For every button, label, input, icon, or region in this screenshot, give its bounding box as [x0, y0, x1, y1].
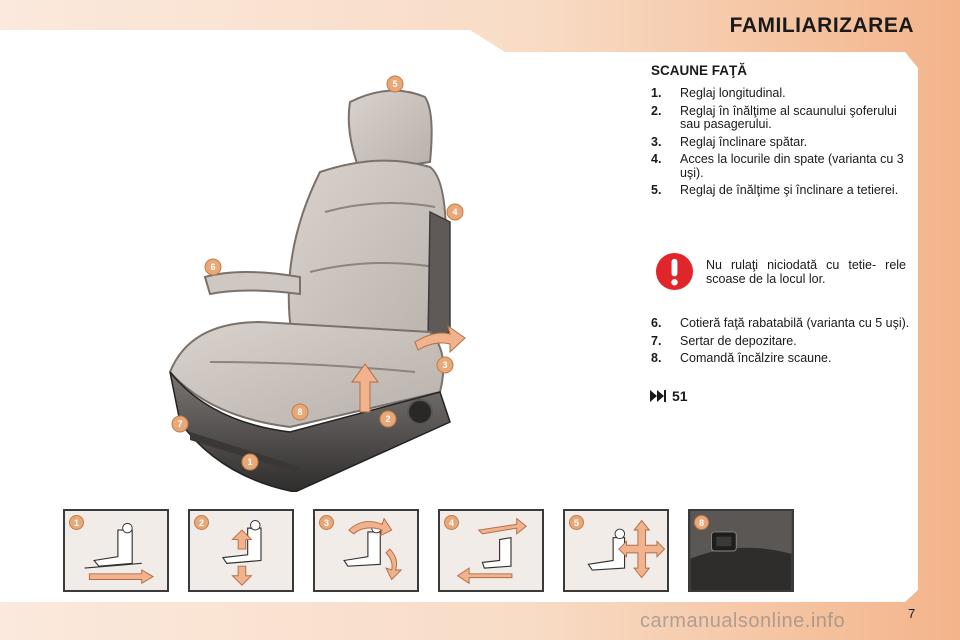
thumbnail-5: 5 [563, 509, 669, 592]
list-item: 6. Cotieră faţă rabatabilă (varianta cu 5 uşi). [651, 316, 910, 330]
armrest [205, 272, 300, 294]
list-item: 7. Sertar de depozitare. [651, 333, 797, 348]
list-item: 1. Reglaj longitudinal. [651, 86, 786, 100]
callout-6 [205, 259, 221, 275]
exclamation-icon [655, 252, 694, 291]
callout-2 [380, 411, 396, 427]
list-item: 3. Reglaj înclinare spătar. [651, 134, 808, 149]
warning-text: Nu rulaţi niciodată cu tetie- rele scoase de la locul lor. [706, 258, 906, 286]
thumbnail-strip [63, 509, 799, 592]
svg-text:5: 5 [392, 79, 398, 89]
reference-page: 51 [672, 388, 688, 404]
thumbnail-4: 4 [438, 509, 544, 592]
callout-3 [437, 357, 453, 373]
warning-box [655, 252, 910, 292]
callout-8 [292, 404, 308, 420]
svg-text:8: 8 [297, 407, 303, 417]
callout-7 [172, 416, 188, 432]
svg-text:7: 7 [177, 419, 183, 429]
list-item: 4. Acces la locurile din spate (varianta cu 3 uşi). [651, 152, 904, 180]
thumbnail-2: 2 [188, 509, 294, 592]
seat-illustration [150, 72, 490, 492]
page-title: FAMILIARIZAREA [729, 14, 914, 37]
svg-text:4: 4 [452, 207, 458, 217]
feature-list [651, 317, 911, 370]
page-reference[interactable] [650, 388, 688, 404]
fast-forward-icon [650, 390, 666, 402]
thumbnail-3: 3 [313, 509, 419, 592]
watermark: carmanualsonline.info [640, 610, 846, 632]
svg-text:1: 1 [247, 457, 253, 467]
svg-text:3: 3 [442, 360, 448, 370]
callout-1 [242, 454, 258, 470]
callout-4 [447, 204, 463, 220]
backrest-side [428, 212, 450, 342]
svg-text:2: 2 [385, 414, 391, 424]
list-item: 8. Comandă încălzire scaune. [651, 351, 832, 365]
height-knob [408, 400, 432, 424]
thumbnail-1: 1 [63, 509, 169, 592]
list-item: 2. Reglaj în înălţime al scaunului şoferului sau pasagerului. [651, 103, 897, 131]
section-title: SCAUNE FAŢĂ [651, 63, 748, 78]
callout-5 [387, 76, 403, 92]
svg-text:6: 6 [210, 262, 216, 272]
adjustment-list [651, 87, 911, 202]
thumbnail-8: 8 [688, 509, 794, 592]
list-item: 5. Reglaj de înălţime şi înclinare a tetierei. [651, 183, 899, 197]
page-number: 7 [908, 606, 916, 621]
